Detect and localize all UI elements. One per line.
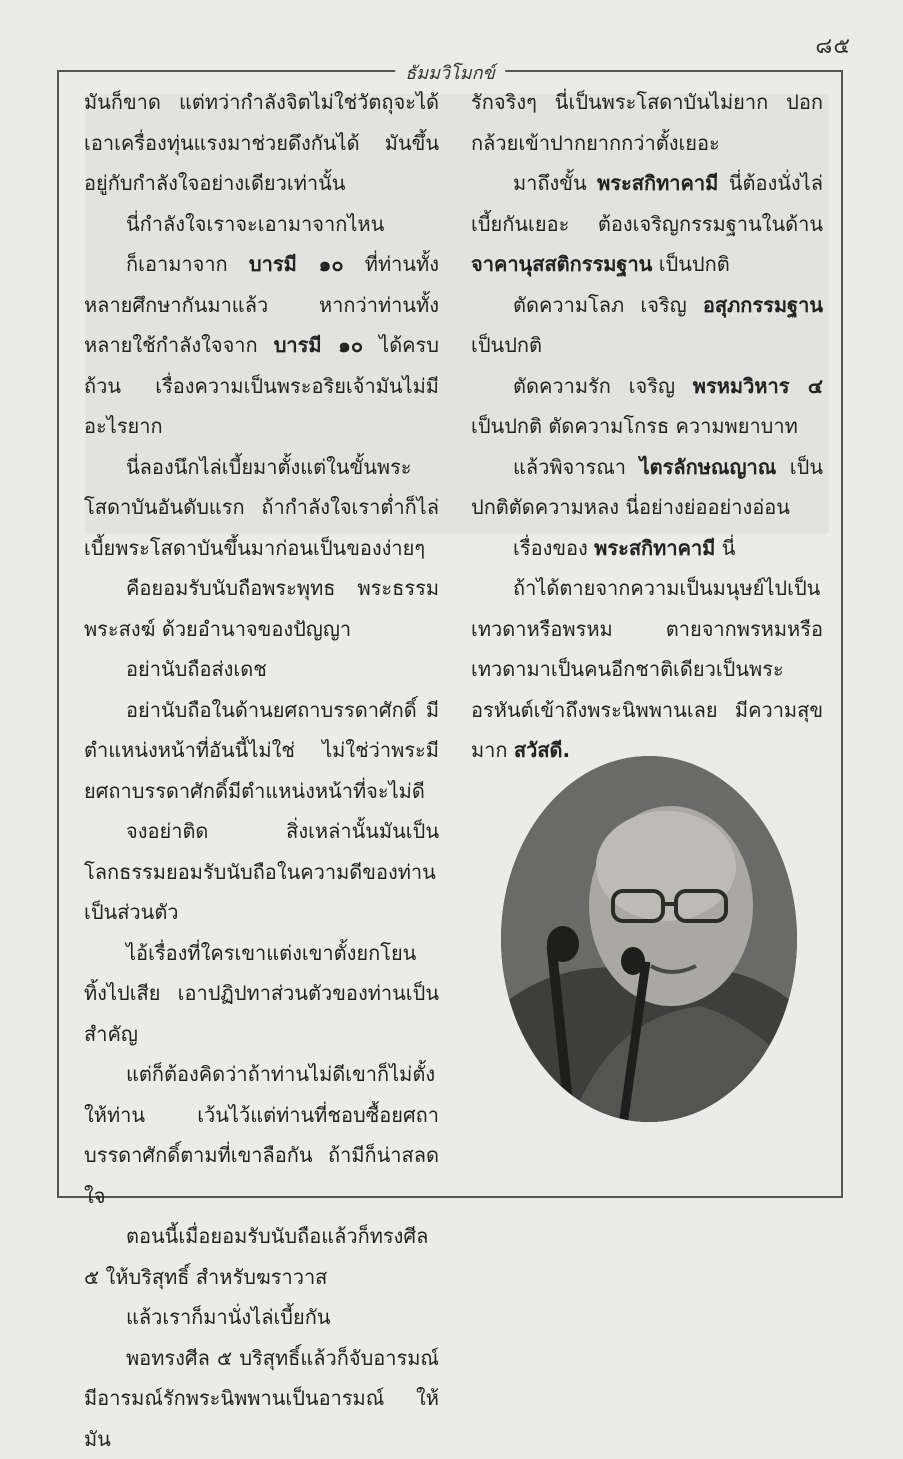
- left-paragraph-11: ตอนนี้เมื่อยอมรับนับถือแล้วก็ทรงศีล ๕ ให้บริสุทธิ์ สำหรับฆราวาส: [84, 1216, 439, 1297]
- left-paragraph-9: ไอ้เรื่องที่ใครเขาแต่งเขาตั้งยกโยนทิ้งไปเสีย เอาปฏิปทาส่วนตัวของท่านเป็นสำคัญ: [84, 933, 439, 1055]
- running-header-title: ธัมมวิโมกข์: [395, 58, 505, 87]
- right-paragraph-5: แล้วพิจารณา ไตรลักษณญาณ เป็นปกติตัดความหลง นี่อย่างย่ออย่างอ่อน: [471, 447, 823, 528]
- left-paragraph-6: อย่านับถือส่งเดช: [84, 649, 439, 690]
- right-paragraph-4: ตัดความรัก เจริญ พรหมวิหาร ๔ เป็นปกติ ตัดความโกรธ ความพยาบาท: [471, 366, 823, 447]
- bold-term: บารมี ๑๐: [249, 252, 344, 276]
- right-paragraph-2: มาถึงขั้น พระสกิทาคามี นี่ต้องนั่งไล่เบี้ยกันเยอะ ต้องเจริญกรรมฐานในด้านจาคานุสสติกรรมฐาน เป็นปกติ: [471, 163, 823, 285]
- left-paragraph-4: นี่ลองนึกไล่เบี้ยมาตั้งแต่ในขั้นพระโสดาบันอันดับแรก ถ้ากำลังใจเราต่ำก็ไล่เบี้ยพระโสดาบันขึ้นมาก่อนเป็นของง่ายๆ: [84, 447, 439, 569]
- left-paragraph-2: นี่กำลังใจเราจะเอามาจากไหน: [84, 204, 439, 245]
- bold-term: พระสกิทาคามี: [594, 536, 715, 560]
- left-paragraph-13: พอทรงศีล ๕ บริสุทธิ์แล้วก็จับอารมณ์มีอารมณ์รักพระนิพพานเป็นอารมณ์ ให้มัน: [84, 1338, 439, 1459]
- portrait-illustration: [501, 756, 797, 1122]
- bold-term: ไตรลักษณญาณ: [640, 455, 777, 479]
- right-paragraph-1: รักจริงๆ นี่เป็นพระโสดาบันไม่ยาก ปอกกล้วยเข้าปากยากกว่าตั้งเยอะ: [471, 82, 823, 163]
- left-text-column: [84, 82, 439, 1459]
- right-paragraph-7: ถ้าได้ตายจากความเป็นมนุษย์ไปเป็นเทวดาหรือพรหม ตายจากพรหมหรือเทวดามาเป็นคนอีกชาติเดียวเป็นพระอรหันต์เข้าถึงพระนิพพานเลย มีความสุขมาก สวัสดี.: [471, 568, 823, 771]
- left-paragraph-3: ก็เอามาจาก บารมี ๑๐ ที่ท่านทั้งหลายศึกษากันมาแล้ว หากว่าท่านทั้งหลายใช้กำลังใจจาก บารมี ๑๐ ได้ครบถ้วน เรื่องความเป็นพระอริยเจ้ามันไม่มีอะไรยาก: [84, 244, 439, 447]
- bold-term: อสุภกรรมฐาน: [703, 293, 823, 317]
- monk-portrait-photo: [501, 756, 797, 1122]
- left-paragraph-1: มันก็ขาด แต่ทว่ากำลังจิตไม่ใช่วัตถุจะได้เอาเครื่องทุ่นแรงมาช่วยดึงกันได้ มันขึ้นอยู่กับกำลังใจอย่างเดียวเท่านั้น: [84, 82, 439, 204]
- right-paragraph-6: เรื่องของ พระสกิทาคามี นี่: [471, 528, 823, 569]
- page-frame: [57, 70, 843, 1198]
- page-number: ๘๕: [815, 28, 851, 63]
- left-paragraph-5: คือยอมรับนับถือพระพุทธ พระธรรม พระสงฆ์ ด้วยอำนาจของปัญญา: [84, 568, 439, 649]
- bold-term: บารมี ๑๐: [274, 333, 363, 357]
- bold-term: พระสกิทาคามี: [597, 171, 718, 195]
- bold-term: จาคานุสสติกรรมฐาน: [471, 252, 652, 276]
- left-paragraph-7: อย่านับถือในด้านยศถาบรรดาศักดิ์ มีตำแหน่งหน้าที่อันนี้ไม่ใช่ ไม่ใช่ว่าพระมียศถาบรรดาศักดิ์มีตำแหน่งหน้าที่จะไม่ดี: [84, 690, 439, 812]
- right-text-column: [471, 82, 823, 771]
- bold-term: สวัสดี.: [514, 738, 570, 762]
- left-paragraph-8: จงอย่าติด สิ่งเหล่านั้นมันเป็นโลกธรรมยอมรับนับถือในความดีของท่านเป็นส่วนตัว: [84, 811, 439, 933]
- right-paragraph-3: ตัดความโลภ เจริญ อสุภกรรมฐาน เป็นปกติ: [471, 285, 823, 366]
- bold-term: พรหมวิหาร ๔: [693, 374, 823, 398]
- left-paragraph-12: แล้วเราก็มานั่งไล่เบี้ยกัน: [84, 1297, 439, 1338]
- left-paragraph-10: แต่ก็ต้องคิดว่าถ้าท่านไม่ดีเขาก็ไม่ตั้งให้ท่าน เว้นไว้แต่ท่านที่ชอบซื้อยศถาบรรดาศักดิ์ตามที่เขาลือกัน ถ้ามีก็น่าสลดใจ: [84, 1054, 439, 1216]
